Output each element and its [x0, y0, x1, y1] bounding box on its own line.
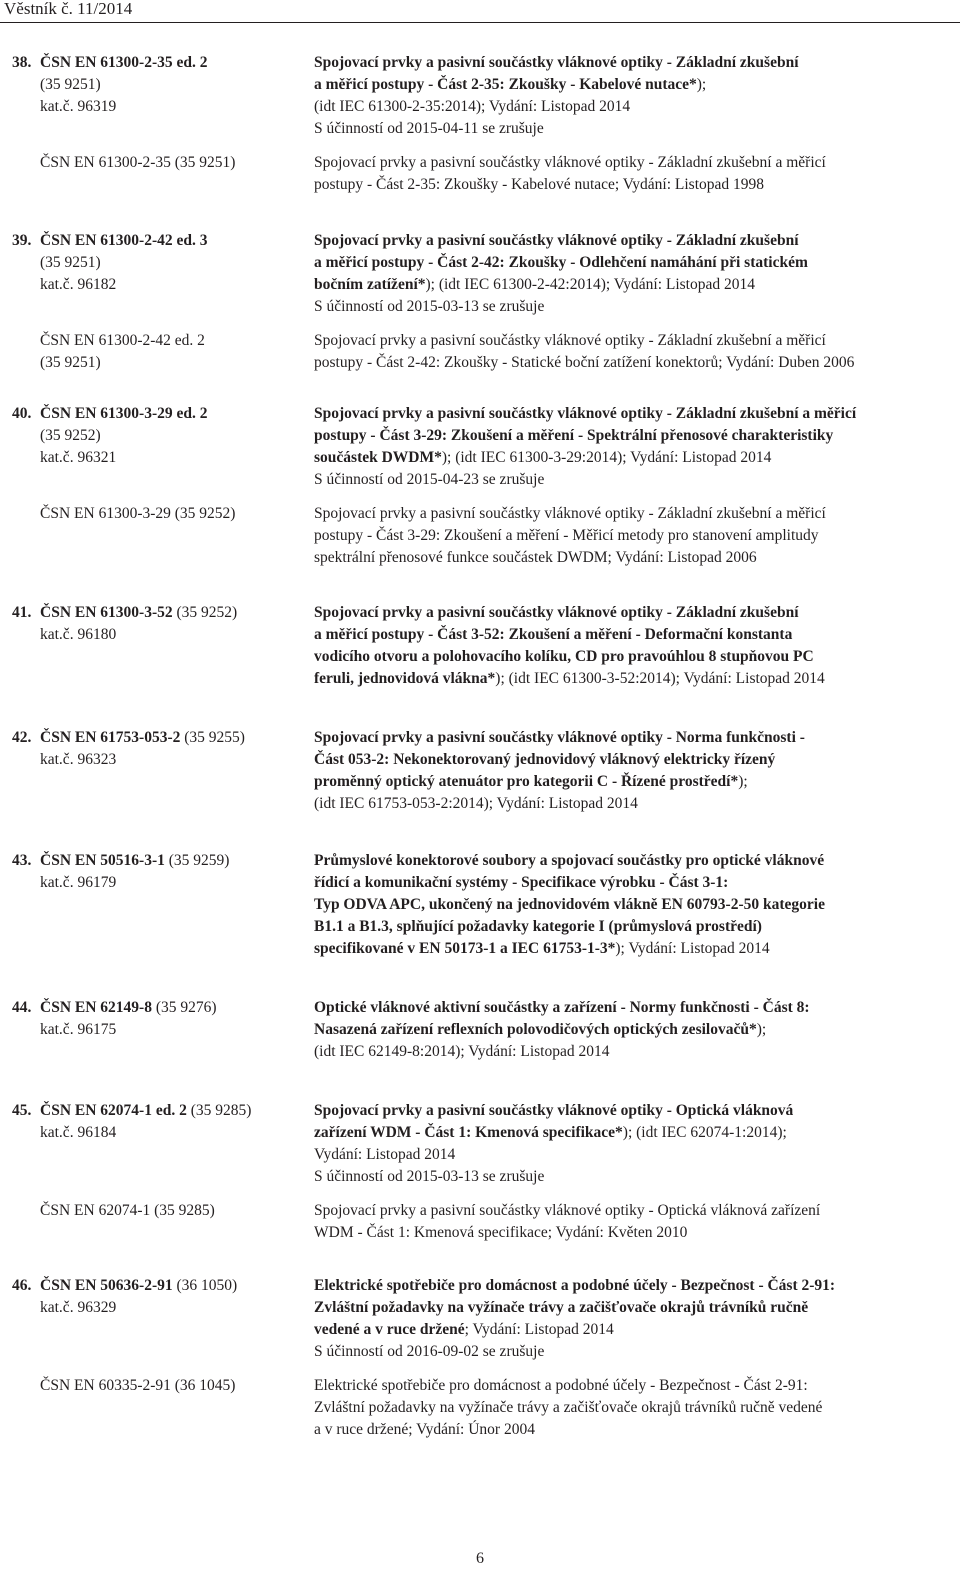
regular-text: (35 9251)	[40, 254, 101, 271]
replaced-title-line: postupy - Část 2-35: Zkoušky - Kabelové nutace; Vydání: Listopad 1998	[314, 176, 765, 193]
bold-text: Spojovací prvky a pasivní součástky vláknové optiky - Základní zkušební a měřicí	[314, 405, 857, 422]
regular-text: S účinností od 2015-04-23 se zrušuje	[314, 471, 545, 488]
standard-title	[314, 52, 934, 140]
entry-number: 46.	[12, 1277, 32, 1294]
regular-text: (idt IEC 61300-2-35:2014); Vydání: Listopad 2014	[314, 98, 631, 115]
standard-designation	[40, 1275, 305, 1319]
bold-text: ČSN EN 61753-053-2	[40, 729, 181, 746]
regular-text: kat.č. 96319	[40, 98, 117, 115]
standard-title	[314, 602, 934, 690]
replaced-title-line: Elektrické spotřebiče pro domácnost a podobné účely - Bezpečnost - Část 2-91:	[314, 1377, 808, 1394]
replaced-title-line: postupy - Část 2-42: Zkoušky - Statické boční zatížení konektorů; Vydání: Duben 2006	[314, 354, 855, 371]
page-number: 6	[476, 1550, 484, 1567]
standard-title	[314, 1100, 934, 1188]
regular-text: kat.č. 96329	[40, 1299, 117, 1316]
regular-text: (35 9285)	[186, 1102, 252, 1119]
bold-text: Spojovací prvky a pasivní součástky vláknové optiky - Základní zkušební	[314, 54, 799, 71]
journal-title: Věstník č. 11/2014	[4, 0, 133, 18]
standard-designation	[40, 230, 305, 296]
bold-text: a měřicí postupy - Část 2-42: Zkoušky - Odlehčení namáhání při statickém	[314, 254, 808, 271]
regular-text: ); (idt IEC 61300-3-52:2014); Vydání: Listopad 2014	[495, 670, 825, 687]
standard-designation	[40, 602, 305, 646]
bold-text: Elektrické spotřebiče pro domácnost a podobné účely - Bezpečnost - Část 2-91:	[314, 1277, 836, 1294]
bold-text: ČSN EN 50516-3-1	[40, 852, 165, 869]
regular-text: (35 9276)	[151, 999, 217, 1016]
bold-text: Spojovací prvky a pasivní součástky vláknové optiky - Optická vláknová	[314, 1102, 794, 1119]
entry-number: 42.	[12, 729, 32, 746]
bold-text: postupy - Část 3-29: Zkoušení a měření - Spektrální přenosové charakteristiky	[314, 427, 834, 444]
regular-text: ); (idt IEC 61300-2-42:2014); Vydání: Listopad 2014	[425, 276, 755, 293]
bold-text: vedené a v ruce držené	[314, 1321, 465, 1338]
bold-text: Nasazená zařízení reflexních polovodičových optických zesilovačů*	[314, 1021, 757, 1038]
standard-title	[314, 850, 934, 960]
replaced-title-line: Spojovací prvky a pasivní součástky vláknové optiky - Základní zkušební a měřicí	[314, 505, 826, 522]
entry-number: 40.	[12, 405, 32, 422]
replaced-designation-line: ČSN EN 61300-2-35 (35 9251)	[40, 154, 236, 171]
bold-text: ČSN EN 62074-1 ed. 2	[40, 1102, 187, 1119]
bold-text: a měřicí postupy - Část 2-35: Zkoušky - Kabelové nutace*	[314, 76, 697, 93]
replaced-standard-designation	[40, 152, 305, 174]
standard-designation	[40, 850, 305, 894]
bold-text: ČSN EN 50636-2-91	[40, 1277, 173, 1294]
replaced-standard-designation	[40, 1200, 305, 1222]
regular-text: kat.č. 96321	[40, 449, 117, 466]
bold-text: ČSN EN 61300-3-52	[40, 604, 173, 621]
replaced-title-line: Spojovací prvky a pasivní součástky vláknové optiky - Základní zkušební a měřicí	[314, 154, 826, 171]
replaced-standard-title	[314, 330, 934, 374]
bold-text: Typ ODVA APC, ukončený na jednovidovém vlákně EN 60793-2-50 kategorie	[314, 896, 825, 913]
standard-title	[314, 403, 934, 491]
regular-text: (35 9252)	[40, 427, 101, 444]
replaced-standard-designation	[40, 503, 305, 525]
replaced-standard-title	[314, 1200, 934, 1244]
standard-title	[314, 230, 934, 318]
regular-text: (35 9251)	[40, 76, 101, 93]
bold-text: součástek DWDM*	[314, 449, 442, 466]
bold-text: specifikované v EN 50173-1 a IEC 61753-1-3*	[314, 940, 616, 957]
replaced-designation-line: (35 9251)	[40, 354, 101, 371]
entry-number: 39.	[12, 232, 32, 249]
standard-designation	[40, 997, 305, 1041]
regular-text: kat.č. 96184	[40, 1124, 117, 1141]
standard-designation	[40, 52, 305, 118]
standard-title	[314, 1275, 934, 1363]
bold-text: bočním zatížení*	[314, 276, 426, 293]
replaced-designation-line: ČSN EN 62074-1 (35 9285)	[40, 1202, 215, 1219]
regular-text: S účinností od 2015-03-13 se zrušuje	[314, 1168, 545, 1185]
regular-text: );	[696, 76, 707, 93]
replaced-designation-line: ČSN EN 61300-2-42 ed. 2	[40, 332, 205, 349]
bold-text: Spojovací prvky a pasivní součástky vláknové optiky - Základní zkušební	[314, 604, 799, 621]
bold-text: Část 053-2: Nekonektorovaný jednovidový vláknový elektricky řízený	[314, 751, 776, 768]
regular-text: ; Vydání: Listopad 2014	[464, 1321, 614, 1338]
regular-text: kat.č. 96180	[40, 626, 117, 643]
replaced-standard-designation	[40, 1375, 305, 1397]
replaced-standard-title	[314, 1375, 934, 1441]
bold-text: feruli, jednovidová vlákna*	[314, 670, 496, 687]
bold-text: zařízení WDM - Část 1: Kmenová specifikace*	[314, 1124, 623, 1141]
entry-number: 43.	[12, 852, 32, 869]
replaced-title-line: Zvláštní požadavky na vyžínače trávy a začišťovače okrajů trávníků ručně vedené	[314, 1399, 823, 1416]
bold-text: ČSN EN 61300-2-42 ed. 3	[40, 232, 208, 249]
regular-text: kat.č. 96175	[40, 1021, 117, 1038]
regular-text: Vydání: Listopad 2014	[314, 1146, 456, 1163]
bold-text: Optické vláknové aktivní součástky a zařízení - Normy funkčnosti - Část 8:	[314, 999, 810, 1016]
bold-text: B1.1 a B1.3, splňující požadavky kategorie I (průmyslová prostředí)	[314, 918, 762, 935]
replaced-title-line: postupy - Část 3-29: Zkoušení a měření - Měřicí metody pro stanovení amplitudy	[314, 527, 819, 544]
replaced-title-line: Spojovací prvky a pasivní součástky vláknové optiky - Základní zkušební a měřicí	[314, 332, 826, 349]
regular-text: (idt IEC 61753-053-2:2014); Vydání: Listopad 2014	[314, 795, 638, 812]
regular-text: (35 9259)	[164, 852, 230, 869]
bold-text: vodicího otvoru a polohovacího kolíku, CD pro pravoúhlou 8 stupňovou PC	[314, 648, 814, 665]
regular-text: ); (idt IEC 62074-1:2014);	[622, 1124, 787, 1141]
regular-text: ); (idt IEC 61300-3-29:2014); Vydání: Listopad 2014	[441, 449, 772, 466]
bold-text: ČSN EN 61300-3-29 ed. 2	[40, 405, 208, 422]
regular-text: (35 9255)	[180, 729, 245, 746]
replaced-designation-line: ČSN EN 61300-3-29 (35 9252)	[40, 505, 236, 522]
regular-text: (35 9252)	[172, 604, 238, 621]
standard-designation	[40, 727, 305, 771]
standard-title	[314, 997, 934, 1063]
entry-number: 45.	[12, 1102, 32, 1119]
replaced-standard-title	[314, 503, 934, 569]
regular-text: kat.č. 96182	[40, 276, 117, 293]
bold-text: ČSN EN 61300-2-35 ed. 2	[40, 54, 208, 71]
regular-text: S účinností od 2015-03-13 se zrušuje	[314, 298, 545, 315]
replaced-title-line: Spojovací prvky a pasivní součástky vláknové optiky - Optická vláknová zařízení	[314, 1202, 821, 1219]
standard-title	[314, 727, 934, 815]
bold-text: Zvláštní požadavky na vyžínače trávy a začišťovače okrajů trávníků ručně	[314, 1299, 809, 1316]
regular-text: (idt IEC 62149-8:2014); Vydání: Listopad 2014	[314, 1043, 610, 1060]
regular-text: kat.č. 96179	[40, 874, 117, 891]
standard-designation	[40, 403, 305, 469]
bold-text: Spojovací prvky a pasivní součástky vláknové optiky - Norma funkčnosti -	[314, 729, 805, 746]
entry-number: 38.	[12, 54, 32, 71]
replaced-title-line: a v ruce držené; Vydání: Únor 2004	[314, 1421, 535, 1438]
regular-text: ); Vydání: Listopad 2014	[615, 940, 770, 957]
regular-text: (36 1050)	[172, 1277, 238, 1294]
page-header	[0, 0, 960, 23]
regular-text: S účinností od 2016-09-02 se zrušuje	[314, 1343, 545, 1360]
regular-text: kat.č. 96323	[40, 751, 117, 768]
regular-text: );	[756, 1021, 767, 1038]
bold-text: řídicí a komunikační systémy - Specifikace výrobku - Část 3-1:	[314, 874, 729, 891]
entry-number: 41.	[12, 604, 32, 621]
regular-text: );	[738, 773, 748, 790]
bold-text: Spojovací prvky a pasivní součástky vláknové optiky - Základní zkušební	[314, 232, 799, 249]
entry-number: 44.	[12, 999, 32, 1016]
replaced-title-line: WDM - Část 1: Kmenová specifikace; Vydání: Květen 2010	[314, 1224, 688, 1241]
bold-text: a měřicí postupy - Část 3-52: Zkoušení a měření - Deformační konstanta	[314, 626, 793, 643]
replaced-designation-line: ČSN EN 60335-2-91 (36 1045)	[40, 1377, 236, 1394]
bold-text: Průmyslové konektorové soubory a spojovací součástky pro optické vláknové	[314, 852, 825, 869]
replaced-title-line: spektrální přenosové funkce součástek DWDM; Vydání: Listopad 2006	[314, 549, 757, 566]
standard-designation	[40, 1100, 305, 1144]
bold-text: proměnný optický atenuátor pro kategorii C - Řízené prostředí*	[314, 773, 739, 790]
replaced-standard-title	[314, 152, 934, 196]
bold-text: ČSN EN 62149-8	[40, 999, 152, 1016]
regular-text: S účinností od 2015-04-11 se zrušuje	[314, 120, 544, 137]
replaced-standard-designation	[40, 330, 305, 374]
